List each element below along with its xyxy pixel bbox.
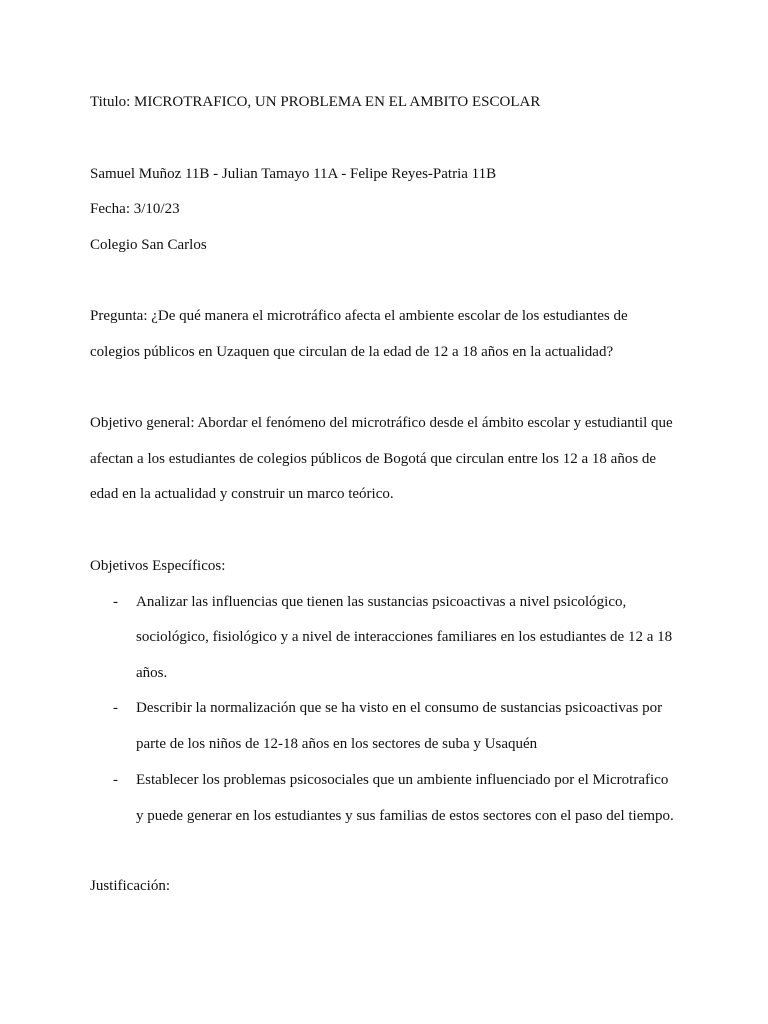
general-objective-line: edad en la actualidad y construir un marco teórico. (90, 486, 394, 502)
question-line: Pregunta: ¿De qué manera el microtráfico afecta el ambiente escolar de los estudiantes de (90, 308, 628, 324)
bullet-marker: - (113, 594, 118, 610)
bullet-marker: - (113, 700, 118, 716)
authors-line: Samuel Muñoz 11B - Julian Tamayo 11A - Felipe Reyes-Patria 11B (90, 166, 497, 182)
list-item-line: años. (136, 665, 168, 681)
bullet-marker: - (113, 772, 118, 788)
general-objective-line: Objetivo general: Abordar el fenómeno del microtráfico desde el ámbito escolar y estudiantil que (90, 415, 673, 431)
specific-objectives-heading: Objetivos Específicos: (90, 558, 226, 574)
question-line: colegios públicos en Uzaquen que circulan de la edad de 12 a 18 años en la actualidad? (90, 344, 614, 360)
general-objective-line: afectan a los estudiantes de colegios públicos de Bogotá que circulan entre los 12 a 18 años de (90, 451, 657, 467)
date-line: Fecha: 3/10/23 (90, 201, 180, 217)
list-item-line: Describir la normalización que se ha visto en el consumo de sustancias psicoactivas por (136, 700, 663, 716)
list-item-line: y puede generar en los estudiantes y sus familias de estos sectores con el paso del tiempo. (136, 808, 674, 824)
list-item-line: Analizar las influencias que tienen las sustancias psicoactivas a nivel psicológico, (136, 594, 627, 610)
list-item-line: sociológico, fisiológico y a nivel de interacciones familiares en los estudiantes de 12 a 18 (136, 629, 673, 645)
school-line: Colegio San Carlos (90, 237, 207, 253)
list-item-line: parte de los niños de 12-18 años en los sectores de suba y Usaquén (136, 736, 538, 752)
justification-heading: Justificación: (90, 878, 170, 894)
list-item-line: Establecer los problemas psicosociales que un ambiente influenciado por el Microtrafico (136, 772, 669, 788)
document-title: Titulo: MICROTRAFICO, UN PROBLEMA EN EL AMBITO ESCOLAR (90, 94, 541, 110)
